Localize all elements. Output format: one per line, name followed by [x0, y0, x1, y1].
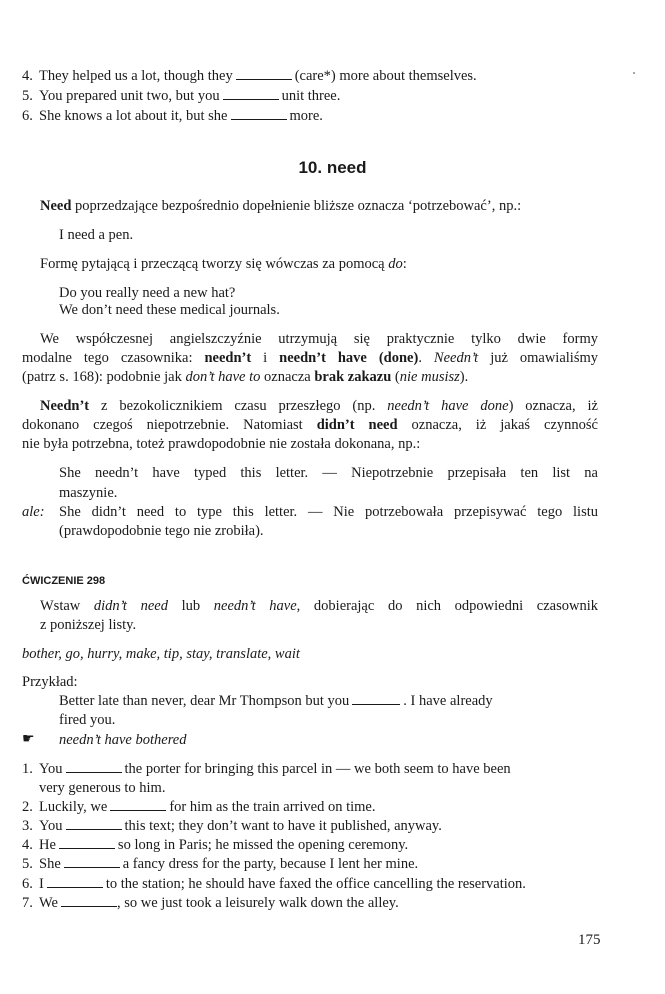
blank-line: [66, 818, 122, 830]
list-item: 6. She knows a lot about it, but she more.: [22, 108, 323, 124]
section-title: 10. need: [298, 158, 367, 177]
blank-line: [64, 856, 120, 868]
example-sentence: (prawdopodobnie tego nie zrobiła).: [59, 523, 264, 539]
exercise-item: 1. You the porter for bringing this parcel in — we both seem to have been: [22, 761, 511, 777]
exercise-item: 4. He so long in Paris; he missed the opening ceremony.: [22, 837, 409, 853]
margin-dot: [633, 72, 635, 74]
example-sentence: fired you.: [59, 712, 116, 728]
blank-line: [231, 108, 287, 120]
word-list: bother, go, hurry, make, tip, stay, translate, wait: [22, 646, 300, 662]
page-number: 175: [578, 932, 601, 948]
example-sentence: I need a pen.: [59, 227, 134, 243]
exercise-instruction-line2: z poniższej listy.: [40, 617, 137, 633]
blank-line: [47, 876, 103, 888]
paragraph-forms: Formę pytającą i przeczącą tworzy się wówczas za pomocą do:: [40, 256, 407, 272]
example-sentence: maszynie.: [59, 485, 118, 501]
example-label: Przykład:: [22, 674, 78, 690]
ale-label: ale:: [22, 504, 45, 520]
example-sentence: She needn’t have typed this letter. — Niepotrzebnie przepisała ten list na: [59, 465, 598, 481]
exercise-title: ĆWICZENIE 298: [22, 575, 106, 587]
blank-line: [61, 895, 117, 907]
exercise-item: 5. She a fancy dress for the party, because I lent her mine.: [22, 856, 419, 872]
example-answer: needn’t have bothered: [59, 732, 187, 748]
blank-line: [66, 761, 122, 773]
paragraph-modal-line3: (patrz s. 168): podobnie jak don’t have to oznacza brak zakazu (nie musisz).: [22, 369, 469, 385]
exercise-item: 6. I to the station; he should have faxed the office cancelling the reservation.: [22, 876, 526, 892]
blank-line: [59, 837, 115, 849]
blank-line: [352, 693, 400, 705]
exercise-instruction: Wstaw didn’t need lub needn’t have, dobierając do nich odpowiedni czasownik: [40, 598, 598, 614]
paragraph-perfect-line1: Needn’t z bezokolicznikiem czasu przeszłego (np. needn’t have done) oznacza, iż: [40, 398, 598, 414]
paragraph-need: Need poprzedzające bezpośrednio dopełnienie bliższe oznacza ‘potrzebować’, np.:: [40, 198, 522, 214]
list-item: 4. They helped us a lot, though they (care*) more about themselves.: [22, 68, 477, 84]
exercise-item-cont: very generous to him.: [39, 780, 166, 796]
paragraph-modal-line1: We współczesnej angielszczyźnie utrzymują się praktycznie tylko dwie formy: [40, 331, 598, 347]
blank-line: [236, 68, 292, 80]
exercise-item: 3. You this text; they don’t want to have it published, anyway.: [22, 818, 442, 834]
pointing-hand-icon: ☛: [22, 732, 35, 747]
paragraph-perfect-line2: dokonano czegoś niepotrzebnie. Natomiast didn’t need oznacza, iż jakaś czynność: [22, 417, 598, 433]
exercise-item: 7. We , so we just took a leisurely walk down the alley.: [22, 895, 399, 911]
example-sentence: She didn’t need to type this letter. — Nie potrzebowała przepisywać tego listu: [59, 504, 598, 520]
exercise-item: 2. Luckily, we for him as the train arrived on time.: [22, 799, 376, 815]
example-sentence: Better late than never, dear Mr Thompson but you . I have already: [59, 693, 493, 709]
example-sentence: Do you really need a new hat?: [59, 285, 236, 301]
paragraph-perfect-line3: nie była potrzebna, toteż prawdopodobnie nie została dokonana, np.:: [22, 436, 421, 452]
blank-line: [110, 799, 166, 811]
example-sentence: We don’t need these medical journals.: [59, 302, 280, 318]
blank-line: [223, 88, 279, 100]
list-item: 5. You prepared unit two, but you unit three.: [22, 88, 341, 104]
paragraph-modal-line2: modalne tego czasownika: needn’t i needn’t have (done). Needn’t już omawialiśmy: [22, 350, 598, 366]
